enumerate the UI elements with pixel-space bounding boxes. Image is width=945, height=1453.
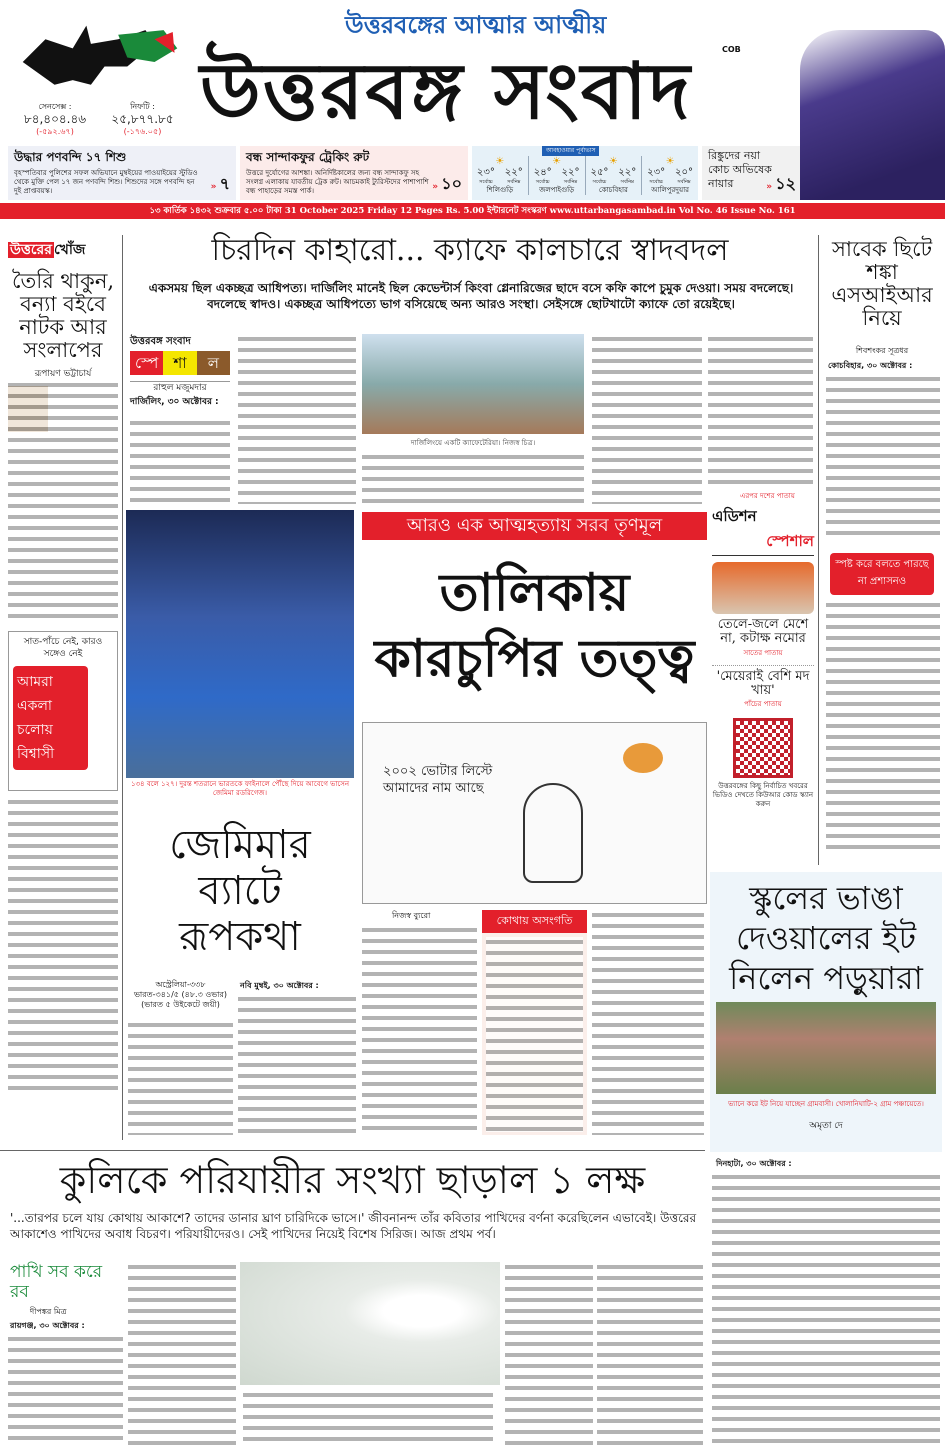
- rally-photo: [712, 562, 814, 614]
- weather-icon: ☀: [552, 156, 562, 167]
- school-headline[interactable]: স্কুলের ভাঙা দেওয়ালের ইট নিলেন পড়ুয়ারা: [729, 879, 923, 997]
- weather-city: ☀ ২৫° সর্বোচ্চ ২২° সর্বনিম্ন কোচবিহার: [585, 156, 642, 195]
- birds-headline[interactable]: কুলিকে পরিযায়ীর সংখ্যা ছাড়াল ১ লক্ষ: [59, 1158, 646, 1202]
- anomaly-box: কোথায় অসংগতি: [482, 910, 587, 1135]
- sir-byline: শিবশংকর সূত্রধর: [855, 346, 909, 355]
- cafe-photo-caption: দার্জিলিংয়ে একটি ক্যাফেটেরিয়া। নিজস্ব চিত্র।: [410, 439, 536, 447]
- jemimah-photo: [126, 510, 354, 778]
- list-headline[interactable]: তালিকায় কারচুপির তত্ত্ব: [374, 562, 695, 689]
- weather-icon: ☀: [495, 156, 505, 167]
- teaser-rescue[interactable]: উদ্ধার পণবন্দি ১৭ শিশু বৃহস্পতিবার পুলিশের সফল অভিযানে মুম্বইয়ের পাওয়াইয়ের স্টুডিও থেকে মুক্তি পেল ১৭ জন পণবন্দি শিশু। শিশুদের সঙ্গে পণবন্দি হন দুই প্রাপ্তবয়স্ক। » ৭: [8, 146, 236, 200]
- left-byline: রূপায়ণ ভট্টাচার্য: [34, 369, 92, 380]
- special-brand: উত্তরবঙ্গ সংবাদ স্পে শা ল রাহুল মজুমদার দার্জিলিং, ৩০ অক্টোবর :: [130, 334, 230, 408]
- market-nifty: নিফটি : ২৫,৮৭৭.৮৫ (-১৭৬.০৫): [111, 102, 174, 136]
- weather-icon: ☀: [608, 156, 618, 167]
- sir-callout: স্পষ্ট করে বলতে পারছে না প্রশাসনও: [830, 553, 934, 595]
- left-column: [8, 238, 118, 1097]
- score: অস্ট্রেলিয়া-৩৩৮ ভারত-৩৪১/৫ (৪৮.৩ ওভার) (ভারত ৫ উইকেটে জয়ী): [133, 980, 228, 1009]
- list-byline: নিজস্ব ব্যুরো: [392, 911, 431, 920]
- weather-city: ☀ ২৪° সর্বোচ্চ ২২° সর্বনিম্ন জলপাইগুড়ি: [528, 156, 585, 195]
- teaser-coach[interactable]: রিঙ্কুদের নয়া কোচ অভিষেক নায়ার » ১২: [702, 146, 800, 200]
- suicide-banner: আরও এক আত্মহত্যায় সরব তৃণমূল: [362, 512, 707, 540]
- lead-deck: একসময় ছিল একচ্ছত্র আধিপত্য। দার্জিলিং মানেই ছিল কেভেন্টার্স কিংবা গ্লেনারিজের ছাদে বসে কফি কাপে চুমুক দেওয়া। সময় বদলেছে। বদলেছে স্বাদও। একচ্ছত্র আধিপত্যে ভাগ বসিয়েছে অন্য আরও সংস্থা। সেইসঙ্গে ছোটখাটো ক্যাফে তো রয়েইছে।: [148, 281, 794, 311]
- bull-logo: [10, 12, 190, 92]
- player-photo: [800, 30, 945, 200]
- lead-continue[interactable]: এরপর দশের পাতায়: [740, 492, 795, 500]
- weather-icon: ☀: [665, 156, 675, 167]
- series-logo: পাখি সব করে রব: [10, 1262, 103, 1302]
- birds-deck: '...তারপর চলে যায় কোথায় আকাশে? তাদের ডানার ঘ্রাণ চারিদিকে ভাসে।' জীবনানন্দ তাঁর কবিতার পাখিদের বর্ণনা করেছিলেন এভাবেই। উত্তরের আকাশেও পাখিদের অবাধ বিচরণ। পরিযায়ীদেরও। সেই পাখিদের নিয়েই বিশেষ সিরিজ। আজ প্রথম পর্ব।: [10, 1211, 697, 1241]
- birds-dateline: রায়গঞ্জ, ৩০ অক্টোবর :: [10, 1321, 85, 1330]
- edition-story-2[interactable]: 'মেয়েরাই বেশি মদ খায়': [712, 665, 814, 699]
- ekla-chalo-brand: আমরা একলা চলোয় বিশ্বাসী: [13, 666, 88, 770]
- school-dateline: দিনহাটা, ৩০ অক্টোবর :: [716, 1159, 792, 1168]
- school-photo: [716, 1002, 936, 1094]
- qr-code[interactable]: [733, 718, 793, 778]
- photo-caption: ১৩৪ বলে ১২৭। দুরন্ত শতরানে ভারতকে ফাইনালে পৌঁছে দিয়ে আবেগে ভাসেন জেমিমা রডরিগেজ।: [130, 780, 350, 797]
- school-story: স্কুলের ভাঙা দেওয়ালের ইট নিলেন পড়ুয়ারা ভ্যানে করে ইট নিয়ে যাচ্ছেন গ্রামবাসী। খোলানিঘাটি-২ গ্রাম পঞ্চায়েতে। অমৃতা দে: [710, 872, 942, 1152]
- birds-byline: দীপঙ্কর মিত্র: [30, 1307, 67, 1316]
- edition-special: এডিশন স্পেশাল তেলে-জলে মেশে না, কটাক্ষ নমোর সাতের পাতায় 'মেয়েরাই বেশি মদ খায়' পাঁচের পাতায় উত্তরবঙ্গের কিছু নির্বাচিত খবরের ভিডিও দেখতে কিউআর কোড স্ক্যান করুন: [712, 507, 814, 809]
- weather-city: ☀ ২৩° সর্বোচ্চ ২০° সর্বনিম্ন আলিপুরদুয়ার: [641, 156, 698, 195]
- stork-photo: [240, 1262, 500, 1385]
- cafe-photo: [362, 334, 584, 434]
- masthead-title: উত্তরবঙ্গ সংবাদ: [200, 46, 692, 137]
- weather-box: আবহাওয়ার পূর্বাভাস ☀ ২৩° সর্বোচ্চ ২২° সর্বনিম্ন শিলিগুড়ি ☀ ২৪° সর্বোচ্চ ২২° সর্বনিম্ন জলপাইগুড়ি ☀ ২৫° সর্বোচ্চ ২২° সর্বনিম্ন কোচবিহার ☀ ২৩° সর্বোচ্চ ২০° সর্বনিম্ন আলিপুরদুয়ার: [472, 146, 698, 200]
- edition-story-1[interactable]: তেলে-জলে মেশে না, কটাক্ষ নমোর: [717, 617, 809, 647]
- masthead-tagline: উত্তরবঙ্গের আত্মার আত্মীয়: [345, 10, 607, 39]
- sir-dateline: কোচবিহার, ৩০ অক্টোবর :: [828, 361, 913, 370]
- teaser-sandakphu[interactable]: বন্ধ সান্দাকফুর ট্রেকিং রুট উত্তরে দুর্যোগের আশঙ্কা। অনির্দিষ্টকালের জন্য বন্ধ সান্দাকফু সহ সংলগ্ন এলাকায় যাবতীয় ট্রেক রুট। আচমকাই ট্যুরিস্টদের পাশাপাশি বন্ধ পাহাড়ের সমস্ত পার্ক। » ১০: [240, 146, 468, 200]
- masthead-cob: COB: [722, 45, 741, 54]
- weather-city: ☀ ২৩° সর্বোচ্চ ২২° সর্বনিম্ন শিলিগুড়ি: [472, 156, 528, 195]
- dateline-bar: ১৩ কার্তিক ১৪৩২ শুক্রবার ৫.০০ টাকা 31 October 2025 Friday 12 Pages Rs. 5.00 ইন্টারনেট সংস্করণ www.uttarbangasambad.in Vol No. 46 Issue No. 161: [0, 203, 945, 219]
- left-box: সাত-পাঁচে নেই, কারও সঙ্গেও নেই আমরা একলা চলোয় বিশ্বাসী: [8, 631, 118, 791]
- cricket-headline[interactable]: জেমিমার ব্যাটে রূপকথা: [169, 822, 311, 960]
- lead-headline[interactable]: চিরদিন কাহারো... ক্যাফে কালচারে স্বাদবদল: [211, 233, 729, 268]
- left-headline[interactable]: তৈরি থাকুন, বন্যা বইবে নাটক আর সংলাপের: [11, 269, 115, 363]
- market-sensex: সেনসেক্স : ৮৪,৪০৪.৪৬ (-৫৯২.৬৭): [23, 102, 87, 136]
- uttarer-khoj-brand: উত্তরের খোঁজ: [10, 242, 86, 258]
- cricket-dateline: নবি মুম্বই, ৩০ অক্টোবর :: [240, 981, 319, 990]
- cartoon: ২০০২ ভোটার লিস্টে আমাদের নাম আছে: [362, 722, 707, 904]
- sir-headline[interactable]: সাবেক ছিটে শঙ্কা এসআইআর নিয়ে: [831, 237, 933, 331]
